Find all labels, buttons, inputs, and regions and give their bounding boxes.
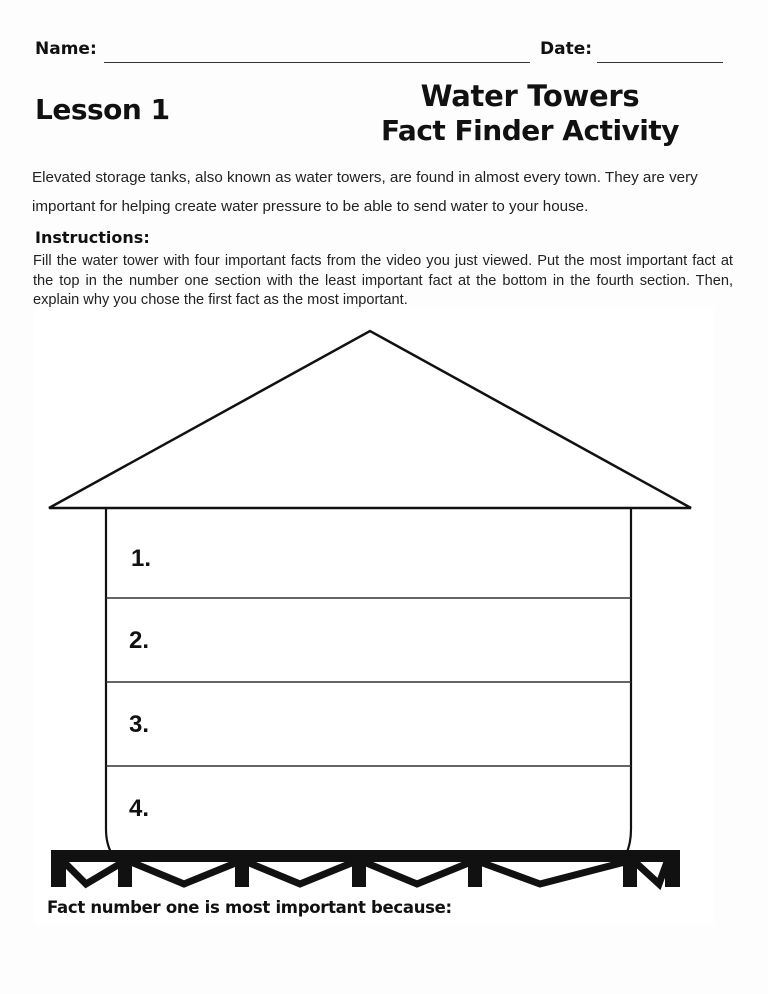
instructions-text: Fill the water tower with four important facts from the video you just viewed. Put the most important fact at the top in the number one section with the least important fact at the bottom in the fourth section. Then, explain why you chose the first fact as the most important. xyxy=(33,253,733,308)
date-label: Date: xyxy=(540,39,593,59)
intro-paragraph: Elevated storage tanks, also known as water towers, are found in almost every town. They are very important for helping create water pressure to be able to send water to your house. xyxy=(32,169,698,215)
worksheet-title: Water Towers xyxy=(420,79,640,113)
fact-section-4-label: 4. xyxy=(129,795,150,822)
tower-roof xyxy=(49,331,691,508)
explanation-answer-area[interactable] xyxy=(47,925,717,985)
fact-section-2-label: 2. xyxy=(129,627,150,654)
explanation-prompt: Fact number one is most important because: xyxy=(47,898,452,917)
instructions-heading: Instructions: xyxy=(35,228,150,247)
lesson-title: Lesson 1 xyxy=(35,93,170,126)
worksheet-subtitle: Fact Finder Activity xyxy=(380,114,680,147)
date-field-line[interactable] xyxy=(597,62,723,63)
fact-section-4-area[interactable] xyxy=(108,767,630,849)
water-tower-diagram xyxy=(34,309,714,924)
name-field-line[interactable] xyxy=(104,62,530,63)
fact-section-2-area[interactable] xyxy=(108,599,630,681)
name-label: Name: xyxy=(35,39,97,59)
fact-section-1-label: 1. xyxy=(131,545,152,572)
fact-section-3-area[interactable] xyxy=(108,683,630,765)
fact-section-3-label: 3. xyxy=(129,711,150,738)
fact-section-1-area[interactable] xyxy=(108,510,630,597)
